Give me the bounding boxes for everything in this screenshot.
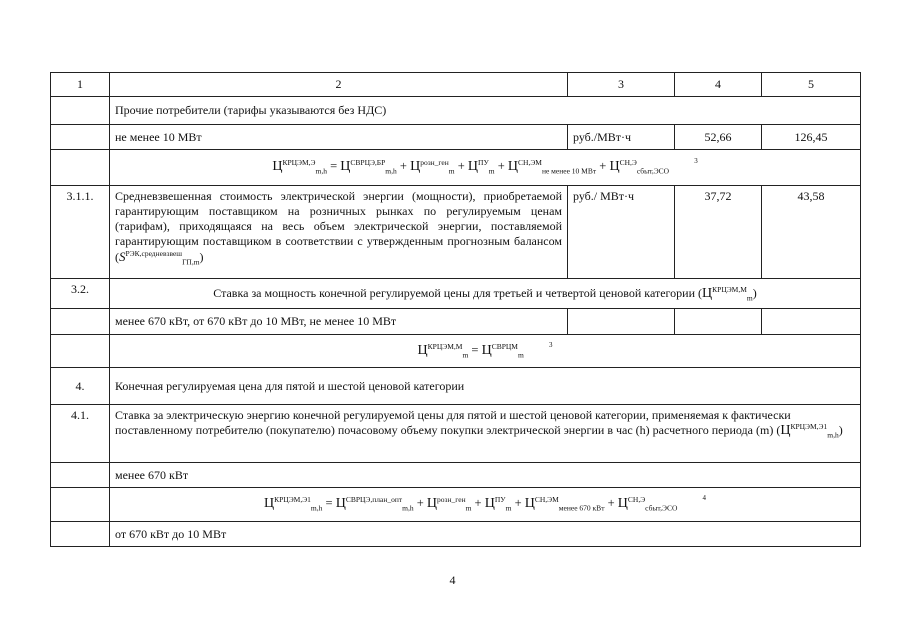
row-4-1-number: 4.1.: [51, 405, 110, 463]
formula-row-2: [51, 335, 861, 368]
row-3-1-1-number: 3.1.1.: [51, 186, 110, 279]
formula-1: $Ц^{КРЦЭМ,Э}_{m,h} = Ц^{СВРЦЭ,БР}_{m,h} + Ц^{розн\_ген}_m + Ц^{ПУ}_m + Ц^{СН,ЭМ}_{не менее 10 МВт} + Ц^{СН,Э}_{сбыт,ЭСО}$ 3: [110, 150, 861, 186]
row-10mw-value-4: 52,66: [675, 125, 762, 150]
header-col-4: 4: [675, 73, 762, 97]
row-4-1: [51, 405, 861, 463]
row-3-1-1: [51, 186, 861, 279]
row-other-consumers: [51, 97, 861, 125]
row-670-10mw-label: от 670 кВт до 10 МВт: [110, 522, 861, 547]
formula-2: $Ц^{КРЦЭМ,М}_m = Ц^{СВРЦМ}_m$ 3: [110, 335, 861, 368]
row-3-1-1-description: Средневзвешенная стоимость электрической энергии (мощности), приобретаемой гарантирующим поставщиком на розничных рынках по регулируемым ценам (тарифам), приходящаяся на весь объем электрической энергии, поставляемой гарантирующим поставщиком в соответствии с утвержденным прогнозным балансом $(S^{РЭК,средневзвеш}_{ГП,m})$: [110, 186, 568, 279]
row-10mw: [51, 125, 861, 150]
row-670-all: [51, 309, 861, 335]
formula-row-1: [51, 150, 861, 186]
row-3-1-1-value-4: 37,72: [675, 186, 762, 279]
row-670-all-label: менее 670 кВт, от 670 кВт до 10 МВт, не менее 10 МВт: [110, 309, 568, 335]
row-3-1-1-unit: руб./ МВт·ч: [568, 186, 675, 279]
row-3-1-1-value-5: 43,58: [762, 186, 861, 279]
footnote-marker-3: 4: [702, 494, 707, 502]
row-4-number: 4.: [51, 368, 110, 405]
page-number: 4: [449, 573, 456, 587]
tariff-table: [50, 72, 861, 547]
formula-3: $Ц^{КРЦЭМ,Э1}_{m,h} = Ц^{СВРЦЭ,план\_опт}_{m,h} + Ц^{розн\_ген}_m + Ц^{ПУ}_m + Ц^{СН,ЭМ}_{менее 670 кВт} + Ц^{СН,Э}_{сбыт,ЭСО}$ 4: [110, 488, 861, 522]
footnote-marker-2: 3: [548, 340, 553, 349]
row-4: [51, 368, 861, 405]
header-col-5: 5: [762, 73, 861, 97]
footnote-marker-1: 3: [694, 157, 698, 165]
row-3-2-number: 3.2.: [51, 279, 110, 309]
row-3-2-description: Ставка за мощность конечной регулируемой цены для третьей и четвертой ценовой категории $(Ц^{КРЦЭМ,М}_m)$: [110, 279, 861, 309]
row-10mw-value-5: 126,45: [762, 125, 861, 150]
row-4-description: Конечная регулируемая цена для пятой и шестой ценовой категории: [110, 368, 861, 405]
row-4-1-description: Ставка за электрическую энергию конечной регулируемой цены для пятой и шестой ценовой категории, применяемая к фактически поставленному потребителю (покупателю) почасовому объему покупки электрической энергии в час (h) расчетного периода (m) $(Ц^{КРЦЭМ,Э1}_{m,h})$: [110, 405, 861, 463]
row-3-2: [51, 279, 861, 309]
header-col-3: 3: [568, 73, 675, 97]
other-consumers-label: Прочие потребители (тарифы указываются без НДС): [110, 97, 861, 125]
header-col-2: 2: [110, 73, 568, 97]
row-670-10mw: [51, 522, 861, 547]
formula-row-3: [51, 488, 861, 522]
row-10mw-unit: руб./МВт·ч: [568, 125, 675, 150]
row-less-670-label: менее 670 кВт: [110, 463, 861, 488]
header-row: [51, 73, 861, 97]
row-10mw-label: не менее 10 МВт: [110, 125, 568, 150]
row-less-670: [51, 463, 861, 488]
header-col-1: 1: [51, 73, 110, 97]
